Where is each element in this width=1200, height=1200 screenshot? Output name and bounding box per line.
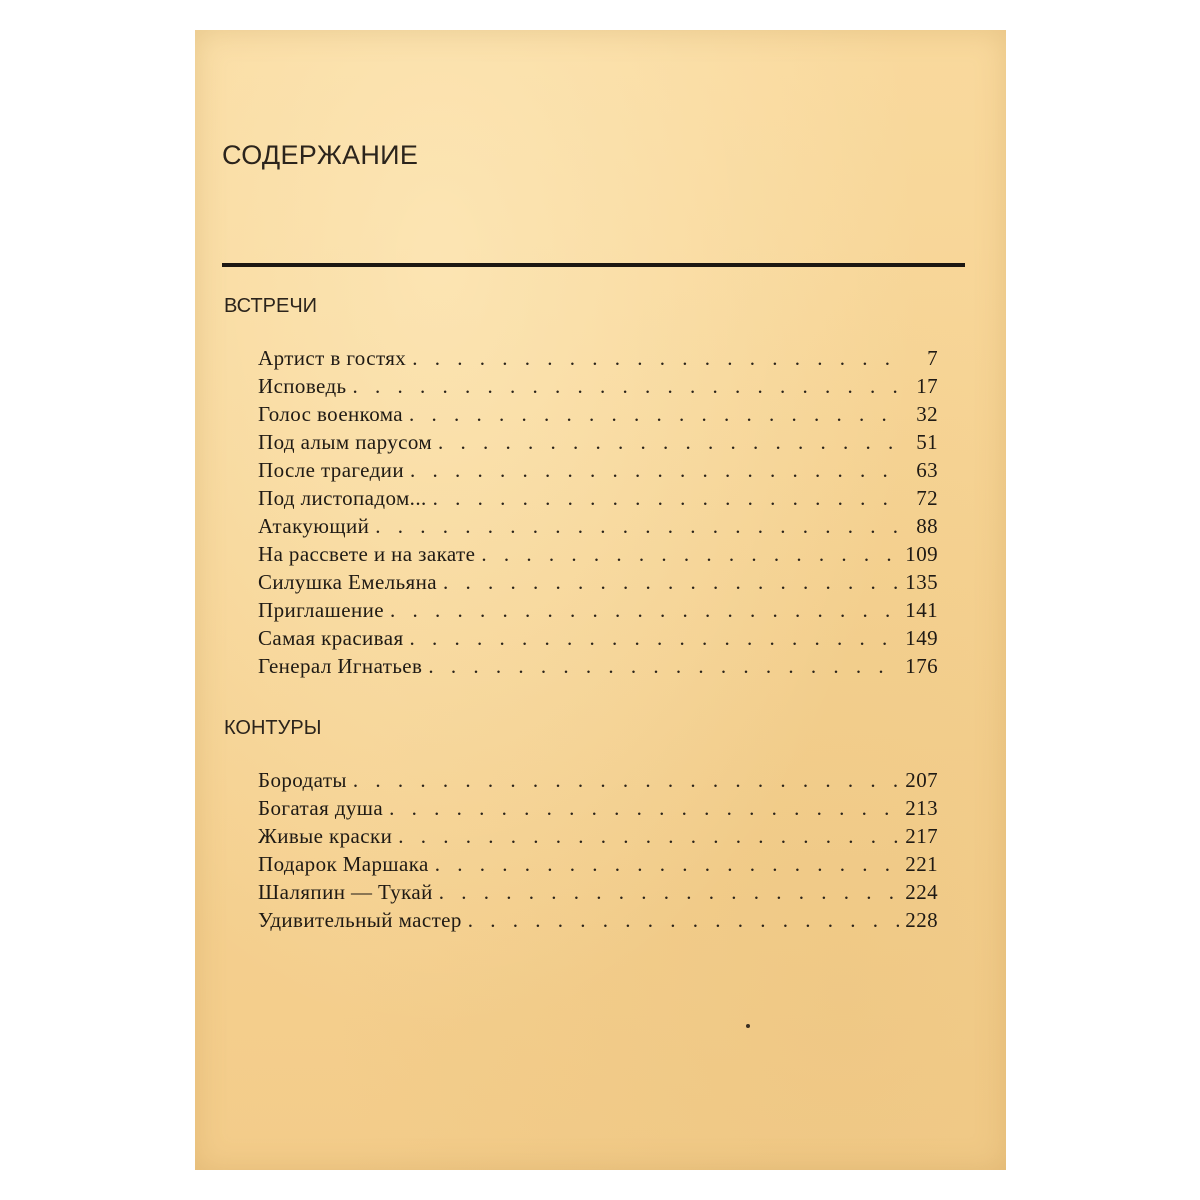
toc-entry-page: 17: [916, 374, 938, 398]
toc-entry[interactable]: [258, 402, 938, 430]
toc-entry-page: 63: [916, 458, 938, 482]
toc-entry-page: 213: [905, 796, 938, 820]
dot-leader: [481, 542, 899, 567]
toc-entry-page: 141: [905, 598, 938, 622]
toc-entry-page: 217: [905, 824, 938, 848]
dot-leader: [398, 824, 899, 849]
toc-entry[interactable]: [258, 458, 938, 486]
toc-entry[interactable]: [258, 514, 938, 542]
toc-entry[interactable]: [258, 796, 938, 824]
toc-entry[interactable]: [258, 430, 938, 458]
toc-entry-title: Удивительный мастер: [258, 908, 462, 932]
toc-entry-page: 51: [916, 430, 938, 454]
dot-leader: [353, 768, 899, 793]
toc-entry[interactable]: [258, 374, 938, 402]
toc-entry[interactable]: [258, 908, 938, 936]
toc-entry-title: Артист в гостях: [258, 346, 407, 370]
toc-entry[interactable]: [258, 346, 938, 374]
dot-leader: [428, 654, 899, 679]
dot-leader: [435, 852, 900, 877]
toc-entry[interactable]: [258, 654, 938, 682]
toc-list-vstrechi: [258, 346, 938, 682]
toc-entry-title: Голос военкома: [258, 402, 403, 426]
dot-leader: [433, 486, 902, 511]
dot-leader: [412, 346, 902, 371]
toc-entry-title: После трагедии: [258, 458, 404, 482]
toc-entry-title: На рассвете и на закате: [258, 542, 476, 566]
toc-entry[interactable]: [258, 880, 938, 908]
dot-leader: [353, 374, 902, 399]
toc-entry-page: 176: [905, 654, 938, 678]
toc-entry[interactable]: [258, 626, 938, 654]
toc-entry-title: Бородаты: [258, 768, 347, 792]
toc-entry-title: Богатая душа: [258, 796, 384, 820]
section-heading-vstrechi: ВСТРЕЧИ: [224, 295, 318, 317]
book-page: [195, 30, 1006, 1170]
toc-entry-page: 221: [905, 852, 938, 876]
toc-entry-page: 135: [905, 570, 938, 594]
paper-speck: [746, 1024, 750, 1028]
toc-entry-page: 72: [916, 486, 938, 510]
toc-entry[interactable]: [258, 598, 938, 626]
dot-leader: [410, 626, 900, 651]
toc-entry-title: Силушка Емельяна: [258, 570, 437, 594]
toc-entry-title: Самая красивая: [258, 626, 404, 650]
toc-entry-page: 224: [905, 880, 938, 904]
toc-entry-title: Подарок Маршака: [258, 852, 429, 876]
toc-entry[interactable]: [258, 542, 938, 570]
toc-entry[interactable]: [258, 768, 938, 796]
dot-leader: [439, 880, 900, 905]
toc-entry-title: Исповедь: [258, 374, 347, 398]
toc-entry[interactable]: [258, 824, 938, 852]
dot-leader: [443, 570, 899, 595]
toc-entry-title: Атакующий: [258, 514, 370, 538]
toc-entry-page: 207: [905, 768, 938, 792]
dot-leader: [438, 430, 902, 455]
toc-entry[interactable]: [258, 570, 938, 598]
dot-leader: [375, 514, 902, 539]
toc-entry-title: Приглашение: [258, 598, 384, 622]
toc-entry-page: 228: [905, 908, 938, 932]
toc-entry-title: Шаляпин — Тукай: [258, 880, 433, 904]
toc-entry-title: Генерал Игнатьев: [258, 654, 423, 678]
dot-leader: [410, 458, 902, 483]
toc-entry-page: 149: [905, 626, 938, 650]
dot-leader: [390, 598, 899, 623]
section-heading-kontury: КОНТУРЫ: [224, 717, 322, 739]
toc-entry[interactable]: [258, 486, 938, 514]
toc-entry-page: 109: [905, 542, 938, 566]
dot-leader: [409, 402, 902, 427]
toc-entry-title: Под листопадом...: [258, 486, 427, 510]
toc-entry-page: 7: [927, 346, 938, 370]
toc-list-kontury: [258, 768, 938, 936]
toc-entry[interactable]: [258, 852, 938, 880]
dot-leader: [468, 908, 900, 933]
page-title: СОДЕРЖАНИЕ: [222, 140, 419, 170]
toc-entry-title: Под алым парусом: [258, 430, 433, 454]
dot-leader: [389, 796, 899, 821]
toc-entry-page: 32: [916, 402, 938, 426]
toc-entry-title: Живые краски: [258, 824, 393, 848]
title-rule: [222, 263, 965, 267]
toc-entry-page: 88: [916, 514, 938, 538]
